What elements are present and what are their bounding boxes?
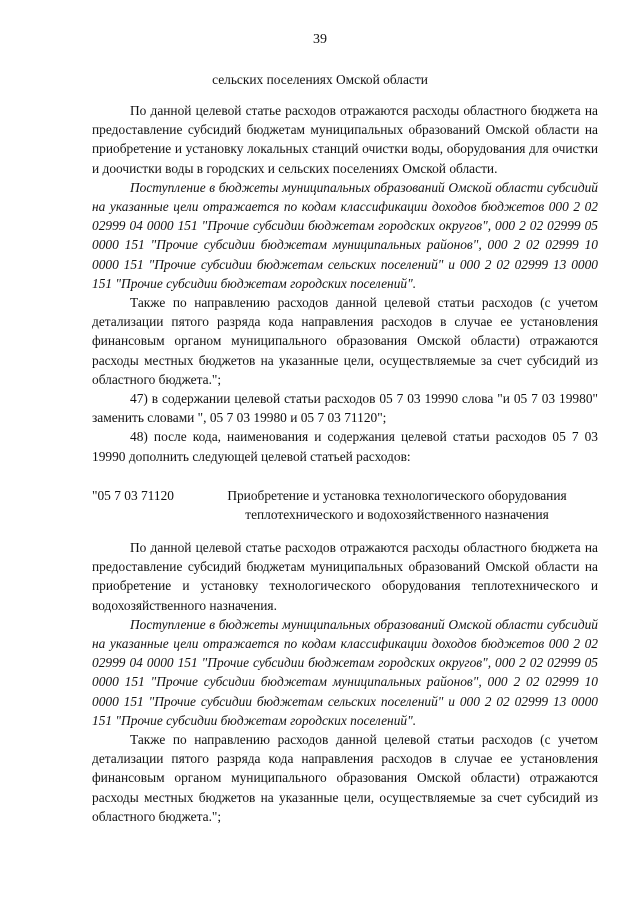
- paragraph-income-codes: Поступление в бюджеты муниципальных образований Омской области субсидий на указанные цели отражается по кодам классификации доходов бюджетов 000 2 02 02999 04 0000 151 "Прочие субсидии бюджетам городских округов", 000 2 02 02999 05 0000 151 "Прочие субсидии бюджетам муниципальных районов", 000 2 02 02999 10 0000 151 "Прочие субсидии бюджетам сельских поселений" и 000 2 02 02999 13 0000 151 "Прочие субсидии бюджетам городских поселений".: [92, 616, 598, 728]
- paragraph-local-budgets: Также по направлению расходов данной целевой статьи расходов (с учетом детализации пятого разряда кода направления расходов в случае ее установления финансовым органом муниципального образования Омской области) отражаются расходы местных бюджетов на указанные цели, осуществляемые за счет субсидий из областного бюджета.";: [92, 295, 598, 387]
- paragraph-item-47: 47) в содержании целевой статьи расходов 05 7 03 19990 слова "и 05 7 03 19980" заменить словами ", 05 7 03 19980 и 05 7 03 71120";: [92, 391, 598, 426]
- paragraph-item-48: 48) после кода, наименования и содержания целевой статьи расходов 05 7 03 19990 дополнить следующей целевой статьей расходов:: [92, 429, 598, 464]
- page-number: 39: [313, 32, 327, 47]
- paragraph-description: По данной целевой статье расходов отражаются расходы областного бюджета на предоставление субсидий бюджетам муниципальных образований Омской области на приобретение и установку технологического оборудования теплотехнического и водохозяйственного назначения.: [92, 540, 598, 613]
- paragraph-local-budgets: Также по направлению расходов данной целевой статьи расходов (с учетом детализации пятого разряда кода направления расходов в случае ее установления финансовым органом муниципального образования Омской области) отражаются расходы местных бюджетов на указанные цели, осуществляемые за счет субсидий из областного бюджета.";: [92, 732, 598, 824]
- budget-code: "05 7 03 71120: [92, 488, 174, 503]
- section-heading: сельских поселениях Омской области: [212, 72, 428, 87]
- budget-code-title: Приобретение и установка технологического оборудования теплотехнического и водохозяйственного назначения: [227, 488, 567, 523]
- section-2: [92, 538, 598, 826]
- paragraph-income-codes: Поступление в бюджеты муниципальных образований Омской области субсидий на указанные цели отражается по кодам классификации доходов бюджетов 000 2 02 02999 04 0000 151 "Прочие субсидии бюджетам городских округов", 000 2 02 02999 05 0000 151 "Прочие субсидии бюджетам муниципальных районов", 000 2 02 02999 10 0000 151 "Прочие субсидии бюджетам сельских поселений" и 000 2 02 02999 13 0000 151 "Прочие субсидии бюджетам городских поселений".: [92, 179, 598, 291]
- paragraph-description: По данной целевой статье расходов отражаются расходы областного бюджета на предоставление субсидий бюджетам муниципальных образований Омской области на приобретение и установку локальных станций очистки воды, оборудования для очистки и доочистки воды в городских и сельских поселениях Омской области.: [92, 103, 598, 176]
- section-1: [92, 101, 598, 466]
